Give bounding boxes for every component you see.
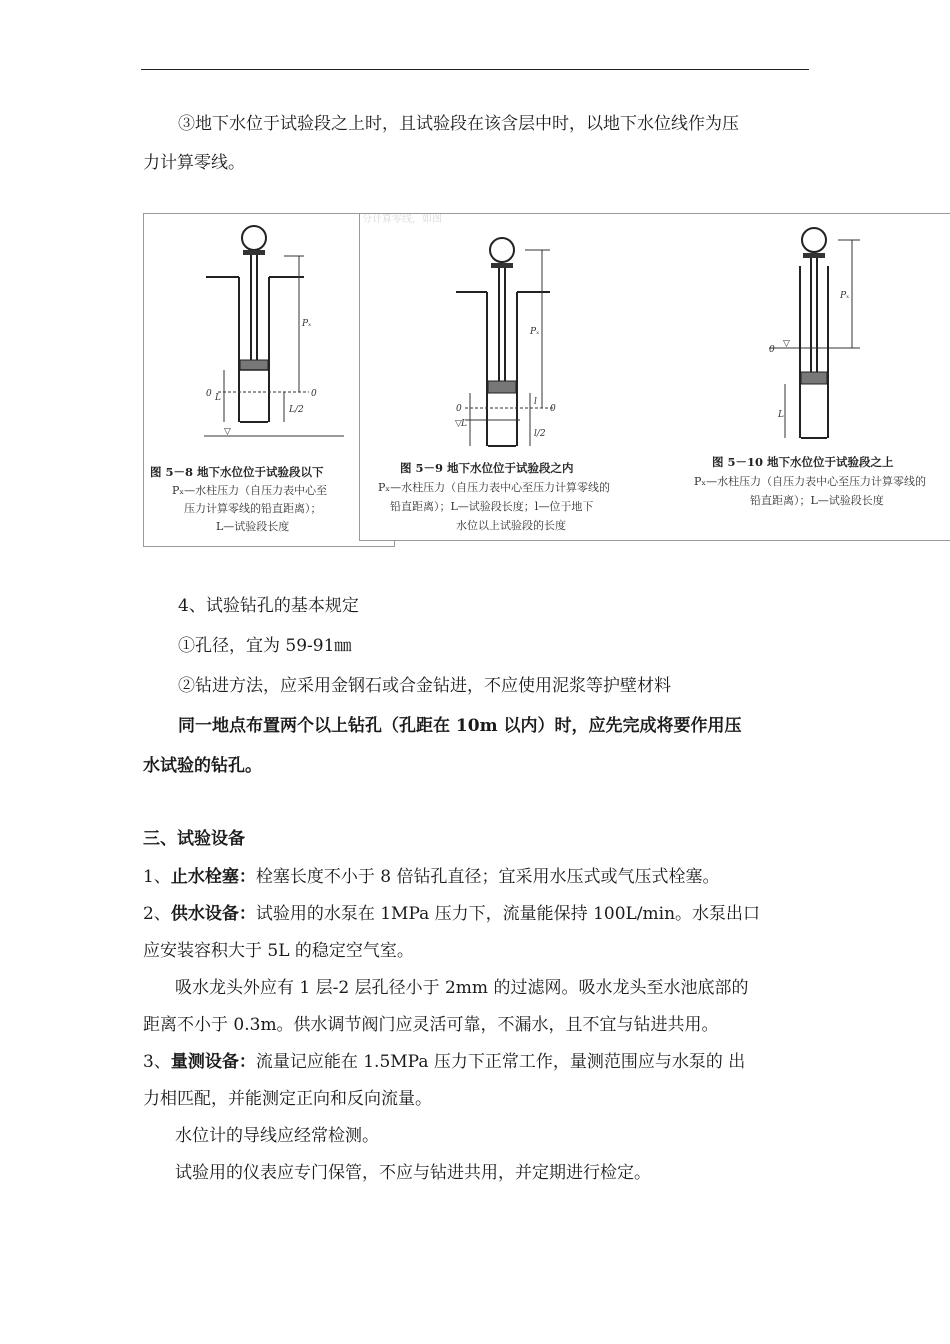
- equipment-item-3-text: 流量记应能在 1.5MPa 压力下正常工作，量测范围应与水泵的 出: [255, 1052, 746, 1072]
- equipment-item-1-number: 1、: [143, 867, 171, 887]
- section4-title: 4、试验钻孔的基本规定: [178, 596, 359, 616]
- fig9-zero-left: 0: [456, 404, 462, 414]
- figure-5-9-and-5-10-diagram: [360, 214, 950, 540]
- intro-line-2: 力计算零线。: [143, 153, 245, 173]
- equipment-para-2: 水位计的导线应经常检测。: [175, 1126, 379, 1146]
- equipment-item-3-continued: 力相匹配，并能测定正向和反向流量。: [143, 1089, 432, 1109]
- fig9-p-label: Pₓ: [530, 327, 540, 337]
- fig8-caption-1: Pₓ—水柱压力（自压力表中心至: [172, 484, 328, 497]
- equipment-item-1-text: 栓塞长度不小于 8 倍钻孔直径；宜采用水压式或气压式栓塞。: [255, 867, 720, 887]
- equipment-item-3-number: 3、: [143, 1052, 171, 1072]
- fig8-p-label: Pₓ: [302, 319, 312, 329]
- fig8-caption-2: 压力计算零线的铅直距离）；: [184, 502, 322, 515]
- figure-5-9-and-5-10: [359, 213, 950, 541]
- equipment-para-1-line-2: 距离不小于 0.3m。供水调节阀门应灵活可靠，不漏水，且不宜与钻进共用。: [143, 1015, 719, 1035]
- equipment-item-1-term: 止水栓塞：: [170, 867, 256, 887]
- equipment-item-1: [143, 866, 719, 888]
- fig9-bleed-text: 分计算零线，如图: [362, 214, 442, 225]
- section4-bold-line-1: 同一地点布置两个以上钻孔（孔距在 10m 以内）时，应先完成将要作用压: [178, 716, 742, 736]
- fig9-l-label: L: [461, 419, 467, 429]
- fig10-l-label: L: [778, 410, 784, 420]
- equipment-item-2-continued: 应安装容积大于 5L 的稳定空气室。: [143, 941, 414, 961]
- fig9-caption-2: 铅直距离）；L—试验段长度；l—位于地下: [390, 500, 594, 513]
- fig8-caption-3: L—试验段长度: [216, 520, 290, 533]
- equipment-item-3: [143, 1051, 745, 1073]
- equipment-item-2-number: 2、: [143, 904, 171, 924]
- equipment-para-3: 试验用的仪表应专门保管，不应与钻进共用，并定期进行检定。: [175, 1163, 651, 1183]
- fig10-caption-2: 铅直距离）；L—试验段长度: [750, 494, 884, 507]
- equipment-item-2: [143, 903, 760, 925]
- fig9-zero-right: 0: [550, 404, 556, 414]
- equipment-item-2-text: 试验用的水泵在 1MPa 压力下，流量能保持 100L/min。水泵出口: [255, 904, 761, 924]
- fig8-zero-left: 0: [206, 389, 212, 399]
- equipment-item-3-term: 量测设备：: [170, 1052, 256, 1072]
- intro-line-1: ③地下水位于试验段之上时，且试验段在该含层中时，以地下水位线作为压: [178, 114, 739, 134]
- fig10-water-symbol: ▽: [783, 339, 790, 349]
- fig9-caption-3: 水位以上试验段的长度: [456, 519, 566, 532]
- equipment-item-2-term: 供水设备：: [170, 904, 256, 924]
- fig10-p-label: Pₓ: [840, 291, 850, 301]
- figure-5-8: [143, 213, 395, 547]
- header-rule: [141, 69, 809, 70]
- fig9-caption-1: Pₓ—水柱压力（自压力表中心至压力计算零线的: [378, 481, 611, 494]
- section3-heading: 三、试验设备: [143, 829, 245, 849]
- fig9-small-l-label: l: [534, 397, 537, 407]
- section4-item-2: ②钻进方法，应采用金钢石或合金钻进，不应使用泥浆等护壁材料: [178, 676, 671, 696]
- fig8-title: 图 5－8 地下水位位于试验段以下: [150, 465, 324, 479]
- fig10-caption-1: Pₓ—水柱压力（自压力表中心至压力计算零线的: [694, 475, 927, 488]
- fig10-zero: 0: [769, 345, 775, 355]
- equipment-para-1-line-1: 吸水龙头外应有 1 层-2 层孔径小于 2mm 的过滤网。吸水龙头至水池底部的: [175, 978, 749, 998]
- fig8-half-label: L/2: [289, 405, 304, 415]
- fig10-title: 图 5－10 地下水位位于试验段之上: [712, 455, 894, 469]
- section4-item-1: ①孔径，宜为 59-91㎜: [178, 636, 352, 656]
- fig9-title: 图 5－9 地下水位位于试验段之内: [400, 461, 574, 475]
- fig8-water-symbol: ▽: [224, 427, 231, 437]
- fig9-half-label: l/2: [534, 429, 546, 439]
- section4-bold-line-2: 水试验的钻孔。: [143, 756, 262, 776]
- fig8-zero-right: 0: [311, 389, 317, 399]
- fig9-water-symbol: ▽: [455, 419, 462, 429]
- figure-5-8-diagram: [144, 214, 394, 546]
- fig8-l-label: L: [215, 393, 221, 403]
